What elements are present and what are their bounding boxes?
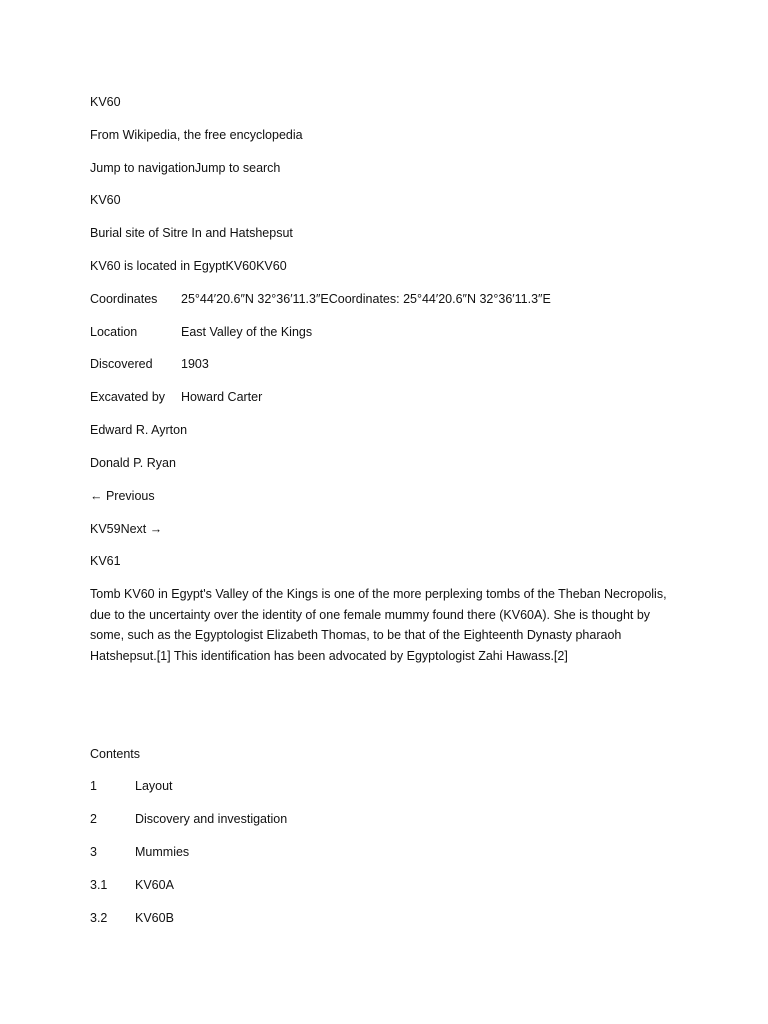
- toc-label[interactable]: KV60B: [135, 911, 174, 925]
- infobox-row-excavated-by: [90, 389, 262, 405]
- infobox-name: KV60: [90, 193, 121, 207]
- excavator-link[interactable]: Howard Carter: [181, 390, 263, 404]
- toc-item[interactable]: [90, 844, 189, 860]
- jump-links[interactable]: Jump to navigationJump to search: [90, 161, 281, 175]
- excavator-link[interactable]: Donald P. Ryan: [90, 456, 176, 470]
- infobox-row-location: [90, 324, 312, 340]
- toc-number: 3: [90, 845, 97, 859]
- contents-heading: Contents: [90, 747, 141, 761]
- toc-label[interactable]: Mummies: [135, 845, 190, 859]
- row-label: Discovered: [90, 357, 153, 371]
- toc-number: 1: [90, 779, 97, 793]
- infobox-row-coordinates: [90, 291, 551, 307]
- previous-tomb-label: ← Previous: [90, 489, 155, 503]
- toc-item[interactable]: [90, 877, 174, 893]
- toc-number: 3.1: [90, 878, 108, 892]
- row-label: Excavated by: [90, 390, 166, 404]
- toc-label[interactable]: Discovery and investigation: [135, 812, 288, 826]
- infobox-map-caption: KV60 is located in EgyptKV60KV60: [90, 259, 287, 273]
- toc-item[interactable]: [90, 811, 287, 827]
- toc-label[interactable]: Layout: [135, 779, 173, 793]
- prev-next-links[interactable]: KV59Next →: [90, 522, 163, 536]
- tagline: From Wikipedia, the free encyclopedia: [90, 128, 303, 142]
- excavator-link[interactable]: Edward R. Ayrton: [90, 423, 188, 437]
- toc-number: 2: [90, 812, 97, 826]
- next-tomb-link[interactable]: KV61: [90, 554, 121, 568]
- toc-label[interactable]: KV60A: [135, 878, 174, 892]
- infobox-subtitle: Burial site of Sitre In and Hatshepsut: [90, 226, 293, 240]
- row-label: Location: [90, 325, 138, 339]
- toc-item[interactable]: [90, 910, 174, 926]
- discovered-value: 1903: [181, 357, 209, 371]
- row-label: Coordinates: [90, 292, 158, 306]
- toc-item[interactable]: [90, 778, 173, 794]
- location-value[interactable]: East Valley of the Kings: [181, 325, 313, 339]
- intro-paragraph: Tomb KV60 in Egypt's Valley of the Kings is one of the more perplexing tombs of the Theban Necropolis, due to the uncertainty over the identity of one female mummy found there (KV60A). She is thought by some, such as the Egyptologist Elizabeth Thomas, to be that of the Eighteenth Dynasty pharaoh Hatshepsut.[1] This identification has been advocated by Egyptologist Zahi Hawass.[2]: [90, 587, 667, 663]
- page-title: KV60: [90, 95, 121, 109]
- infobox-row-discovered: [90, 356, 209, 372]
- coordinates-value[interactable]: 25°44′20.6″N 32°36′11.3″ECoordinates: 25°44′20.6″N 32°36′11.3″E: [181, 292, 551, 306]
- toc-number: 3.2: [90, 911, 108, 925]
